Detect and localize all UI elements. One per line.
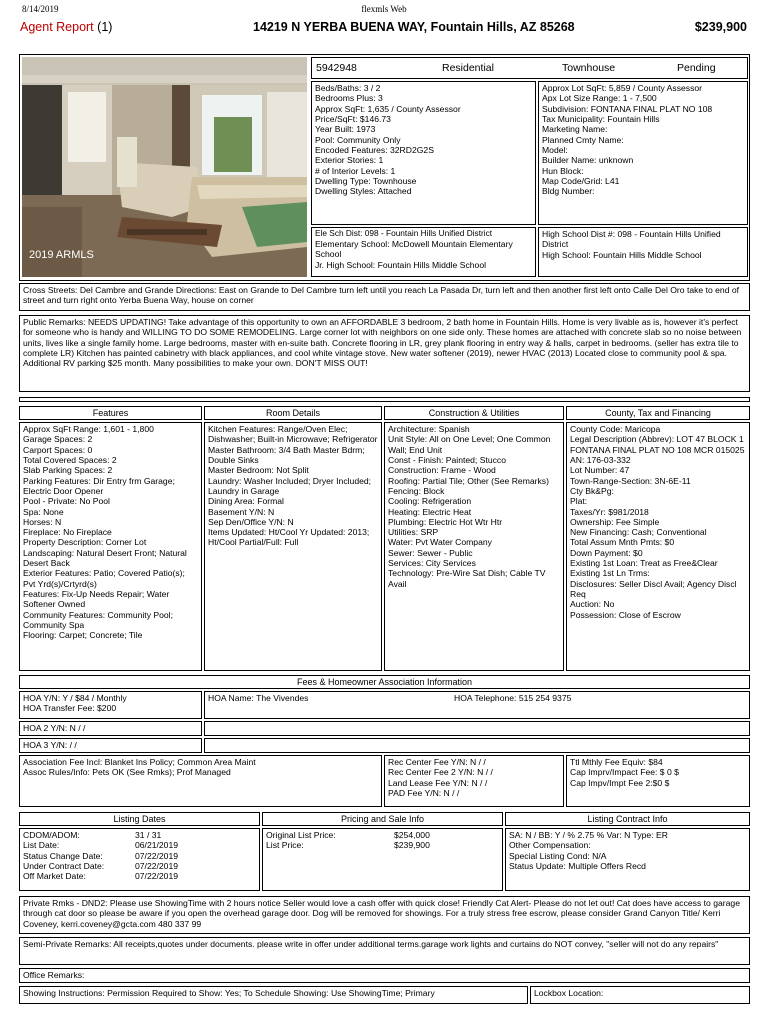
construction-line: Services: City Services bbox=[388, 558, 476, 569]
hoa3: HOA 3 Y/N: / / bbox=[19, 738, 202, 753]
room-line: Basement Y/N: N bbox=[208, 506, 275, 517]
detail-line: Planned Cmty Name: bbox=[542, 134, 624, 145]
date-row: Status Change Date: 07/22/2019 bbox=[23, 850, 179, 861]
hoa-header: Fees & Homeowner Association Information bbox=[19, 675, 750, 689]
detail-line: Bedrooms Plus: 3 bbox=[315, 93, 383, 104]
county-line: Existing 1st Loan: Treat as Free&Clear bbox=[570, 558, 718, 569]
lockbox-location: Lockbox Location: bbox=[530, 986, 750, 1004]
construction-line: Sewer: Sewer - Public bbox=[388, 547, 473, 558]
school-line: Elementary School: McDowell Mountain Elementary School bbox=[315, 238, 513, 260]
feature-line: Carport Spaces: 0 bbox=[23, 444, 93, 455]
detail-line: Apx Lot Size Range: 1 - 7,500 bbox=[542, 93, 657, 104]
county-line: Total Assum Mnth Pmts: $0 bbox=[570, 537, 675, 548]
private-remarks: Private Rmks - DND2: Please use ShowingTime with 2 hours notice Seller would love a cash offer with quick close! Friendly Cat Alert- Please do not let out! Cat does have access to garage through cat door so please be aware if you open the overhead garage door. Dog will be removed for showings. For a truly stress free escrow, please consider Grand Canyon Title/ Kerri Coveney, kerri.coveney@gcta.com 480 337 99 bbox=[19, 896, 750, 934]
feature-line: Approx SqFt Range: 1,601 - 1,800 bbox=[23, 424, 154, 434]
property-class: Residential bbox=[442, 62, 494, 74]
feature-line: Exterior Features: Patio; Covered Patio(s); Pvt Yrd(s)/Crtyrd(s) bbox=[23, 568, 185, 589]
room-line: Sep Den/Office Y/N: N bbox=[208, 516, 294, 527]
construction-line: Utilities: SRP bbox=[388, 527, 439, 538]
semi-private-remarks: Semi-Private Remarks: All receipts,quotes under documents. please write in offer under additional terms.garage work lights and curtains do NOT convey, "seller will not do any repairs" bbox=[19, 937, 750, 965]
detail-line: Approx Lot SqFt: 5,859 / County Assessor bbox=[542, 83, 703, 93]
county-line: Possession: Close of Escrow bbox=[570, 609, 681, 620]
living-room-image bbox=[22, 57, 307, 277]
assoc-fees bbox=[19, 755, 382, 807]
property-type: Townhouse bbox=[562, 62, 616, 74]
county-line: Legal Description (Abbrev): LOT 47 BLOCK 1 FONTANA FINAL PLAT NO 108 MCR 015025 bbox=[570, 434, 745, 455]
construction-line: Unit Style: All on One Level; One Common Wall; End Unit bbox=[388, 434, 551, 455]
room-details-list bbox=[204, 422, 382, 671]
mls-number: 5942948 bbox=[316, 62, 357, 74]
hoa-main bbox=[19, 691, 202, 719]
feature-line: Pool - Private: No Pool bbox=[23, 496, 110, 507]
county-line: Down Payment: $0 bbox=[570, 547, 643, 558]
hoa3-extra bbox=[204, 738, 750, 753]
report-count: (1) bbox=[97, 20, 113, 34]
county-list bbox=[566, 422, 750, 671]
feature-line: Features: Fix-Up Needs Repair; Water Softener Owned bbox=[23, 589, 170, 610]
detail-line: Bldg Number: bbox=[542, 186, 595, 197]
construction-line: Heating: Electric Heat bbox=[388, 506, 472, 517]
hoa2: HOA 2 Y/N: N / / bbox=[19, 721, 202, 736]
listing-price: $239,900 bbox=[694, 20, 747, 34]
hoa-transfer-fee: HOA Transfer Fee: $200 bbox=[23, 703, 117, 714]
room-line: Master Bathroom: 3/4 Bath Master Bdrm; Double Sinks bbox=[208, 444, 365, 465]
public-remarks: Public Remarks: NEEDS UPDATING! Take advantage of this opportunity to own an AFFORDABLE 3 bedroom, 2 bath home in Fountain Hills. Home is very livable as is, however it's perfect for someone who is handy and WILLING TO DO SOME REMODELING. Large corner lot with neighbors on one side only. These homes are attached with concrete slab so no noise between units, lives like a single family home. Large bedrooms, master with en-suite bath. Concrete flooring in LR, grey plank flooring in entry way & halls, carpet in bedrooms. (seller has extra tile to complete LR) Kitchen has painted cabinetry with black appliances, and cool white vintage stove. New water softener (2019), newer HVAC (2013) Located close to community pool & spa. Additional RV parking $25 month. Many possibilities to make your own. DON'T MISS OUT! bbox=[19, 315, 750, 392]
detail-line: Hun Block: bbox=[542, 165, 584, 176]
report-label: Agent Report bbox=[20, 20, 94, 34]
detail-line: Model: bbox=[542, 144, 568, 155]
detail-line: Map Code/Grid: L41 bbox=[542, 175, 620, 186]
room-line: Kitchen Features: Range/Oven Elec; Dishwasher; Built-in Microwave; Refrigerator bbox=[208, 424, 378, 445]
detail-line: Pool: Community Only bbox=[315, 134, 401, 145]
listing-status: Pending bbox=[677, 62, 716, 74]
construction-line: Water: Pvt Water Company bbox=[388, 537, 492, 548]
schools-right bbox=[538, 227, 748, 277]
details-right bbox=[538, 81, 748, 225]
price-row: List Price: $239,900 bbox=[266, 840, 430, 851]
hoa-contact bbox=[204, 691, 750, 719]
detail-line: Exterior Stories: 1 bbox=[315, 155, 384, 166]
section-divider bbox=[19, 397, 750, 402]
feature-line: Community Features: Community Pool; Community Spa bbox=[23, 609, 173, 630]
office-remarks: Office Remarks: bbox=[19, 968, 750, 983]
schools-left bbox=[311, 227, 536, 277]
cross-streets: Cross Streets: Del Cambre and Grande Directions: East on Grande to Del Cambre turn left until you reach La Pasada Dr, turn left and then another first left onto Calle Del Oro take to end of street and turn right onto Yerba Buena Way, house on corner bbox=[19, 283, 750, 311]
construction-list bbox=[384, 422, 564, 671]
summary-row bbox=[311, 57, 748, 79]
construction-line: Construction: Frame - Wood bbox=[388, 465, 496, 476]
pricing-header: Pricing and Sale Info bbox=[262, 812, 503, 826]
county-line: Ownership: Fee Simple bbox=[570, 516, 660, 527]
feature-line: Horses: N bbox=[23, 516, 62, 527]
contract-line: SA: N / BB: Y / % 2.75 % Var: N Type: ER bbox=[509, 830, 668, 840]
feature-line: Flooring: Carpet; Concrete; Tile bbox=[23, 630, 143, 641]
contract-line: Status Update: Multiple Offers Recd bbox=[509, 860, 646, 871]
county-line: County Code: Maricopa bbox=[570, 424, 661, 434]
rec-line: Rec Center Fee 2 Y/N: N / / bbox=[388, 767, 493, 778]
listing-dates bbox=[19, 828, 260, 891]
county-line: Disclosures: Seller Discl Avail; Agency Discl Req bbox=[570, 578, 737, 599]
feature-line: Parking Features: Dir Entry frm Garage; Electric Door Opener bbox=[23, 475, 175, 496]
county-line: Lot Number: 47 bbox=[570, 465, 630, 476]
county-line: Auction: No bbox=[570, 599, 615, 610]
county-line: Town-Range-Section: 3N-6E-11 bbox=[570, 475, 691, 486]
contract-line: Other Compensation: bbox=[509, 840, 591, 851]
feature-line: Property Description: Corner Lot bbox=[23, 537, 147, 548]
hoa-name: HOA Name: The Vivendes bbox=[208, 693, 309, 703]
total-line: Cap Impv/Impt Fee 2:$0 $ bbox=[570, 777, 670, 788]
fee-totals bbox=[566, 755, 750, 807]
features-header: Features bbox=[19, 406, 202, 420]
construction-line: Architecture: Spanish bbox=[388, 424, 470, 434]
showing-instructions: Showing Instructions: Permission Required to Show: Yes; To Schedule Showing: Use ShowingTime; Primary bbox=[19, 986, 528, 1004]
price-row: Original List Price: $254,000 bbox=[266, 830, 430, 840]
details-left bbox=[311, 81, 536, 225]
detail-line: Dwelling Type: Townhouse bbox=[315, 175, 417, 186]
county-line: New Financing: Cash; Conventional bbox=[570, 527, 707, 538]
contract-line: Special Listing Cond: N/A bbox=[509, 850, 607, 861]
county-header: County, Tax and Financing bbox=[566, 406, 750, 420]
listing-address: 14219 N YERBA BUENA WAY, Fountain Hills, AZ 85268 bbox=[253, 20, 575, 34]
property-photo bbox=[22, 57, 307, 277]
county-line: Existing 1st Ln Trms: bbox=[570, 568, 650, 579]
room-line: Dining Area: Formal bbox=[208, 496, 284, 507]
report-title bbox=[20, 20, 112, 35]
room-line: Master Bedroom: Not Split bbox=[208, 465, 309, 476]
site-name: flexmls Web bbox=[361, 4, 407, 14]
detail-line: Approx SqFt: 1,635 / County Assessor bbox=[315, 103, 461, 114]
school-line: High School Dist #: 098 - Fountain Hills Unified District bbox=[542, 229, 721, 250]
feature-line: Total Covered Spaces: 2 bbox=[23, 454, 117, 465]
school-line: Jr. High School: Fountain Hills Middle School bbox=[315, 259, 487, 270]
construction-line: Technology: Pre-Wire Sat Dish; Cable TV Avail bbox=[388, 568, 546, 589]
total-line: Cap Imprv/Impact Fee: $ 0 $ bbox=[570, 767, 679, 778]
county-line: Cty Bk&Pg: bbox=[570, 485, 614, 496]
county-line: AN: 176-03-332 bbox=[570, 454, 631, 465]
room-details-header: Room Details bbox=[204, 406, 382, 420]
features-list bbox=[19, 422, 202, 671]
detail-line: Subdivision: FONTANA FINAL PLAT NO 108 bbox=[542, 103, 713, 114]
feature-line: Landscaping: Natural Desert Front; Natural Desert Back bbox=[23, 547, 187, 569]
feature-line: Slab Parking Spaces: 2 bbox=[23, 465, 113, 476]
hoa2-extra bbox=[204, 721, 750, 736]
detail-line: Marketing Name: bbox=[542, 124, 608, 135]
detail-line: Beds/Baths: 3 / 2 bbox=[315, 83, 381, 93]
print-date: 8/14/2019 bbox=[22, 4, 59, 14]
construction-line: Plumbing: Electric Hot Wtr Htr bbox=[388, 516, 503, 527]
fee-includes: Association Fee Incl: Blanket Ins Policy; Common Area Maint bbox=[23, 757, 256, 767]
total-line: Ttl Mthly Fee Equiv: $84 bbox=[570, 757, 663, 767]
hoa-telephone: HOA Telephone: 515 254 9375 bbox=[454, 693, 572, 703]
feature-line: Fireplace: No Fireplace bbox=[23, 527, 112, 538]
contract-header: Listing Contract Info bbox=[505, 812, 750, 826]
detail-line: Tax Municipality: Fountain Hills bbox=[542, 113, 660, 124]
room-line: Laundry: Washer Included; Dryer Included; Laundry in Garage bbox=[208, 475, 372, 496]
photo-watermark: 2019 ARMLS bbox=[29, 249, 94, 261]
listing-dates-header: Listing Dates bbox=[19, 812, 260, 826]
rec-line: Land Lease Fee Y/N: N / / bbox=[388, 777, 488, 788]
assoc-rules: Assoc Rules/Info: Pets OK (See Rmks); Prof Managed bbox=[23, 767, 231, 778]
school-line: Ele Sch Dist: 098 - Fountain Hills Unified District bbox=[315, 228, 493, 238]
rec-line: Rec Center Fee Y/N: N / / bbox=[388, 757, 486, 767]
detail-line: Price/SqFt: $146.73 bbox=[315, 113, 391, 124]
rec-center-fees bbox=[384, 755, 564, 807]
construction-line: Cooling: Refrigeration bbox=[388, 496, 472, 507]
hoa-yn: HOA Y/N: Y / $84 / Monthly bbox=[23, 693, 127, 703]
detail-line: Encoded Features: 32RD2G2S bbox=[315, 144, 434, 155]
contract-info bbox=[505, 828, 750, 891]
date-row: Off Market Date: 07/22/2019 bbox=[23, 871, 179, 882]
rec-line: PAD Fee Y/N: N / / bbox=[388, 787, 460, 798]
date-row: List Date: 06/21/2019 bbox=[23, 840, 179, 851]
feature-line: Garage Spaces: 2 bbox=[23, 434, 93, 445]
date-row: Under Contract Date: 07/22/2019 bbox=[23, 860, 179, 871]
detail-line: Dwelling Styles: Attached bbox=[315, 186, 412, 197]
detail-line: Builder Name: unknown bbox=[542, 155, 634, 166]
construction-line: Const - Finish: Painted; Stucco bbox=[388, 454, 506, 465]
detail-line: Year Built: 1973 bbox=[315, 124, 376, 135]
school-line: High School: Fountain Hills Middle School bbox=[542, 249, 702, 260]
pricing-info bbox=[262, 828, 503, 891]
room-line: Items Updated: Ht/Cool Yr Updated: 2013; Ht/Cool Partial/Full: Full bbox=[208, 527, 370, 548]
county-line: Taxes/Yr: $981/2018 bbox=[570, 506, 649, 517]
detail-line: # of Interior Levels: 1 bbox=[315, 165, 396, 176]
county-line: Plat: bbox=[570, 496, 588, 507]
construction-line: Roofing: Partial Tile; Other (See Remarks) bbox=[388, 475, 549, 486]
date-row: CDOM/ADOM: 31 / 31 bbox=[23, 830, 162, 840]
construction-header: Construction & Utilities bbox=[384, 406, 564, 420]
construction-line: Fencing: Block bbox=[388, 485, 445, 496]
feature-line: Spa: None bbox=[23, 506, 64, 517]
